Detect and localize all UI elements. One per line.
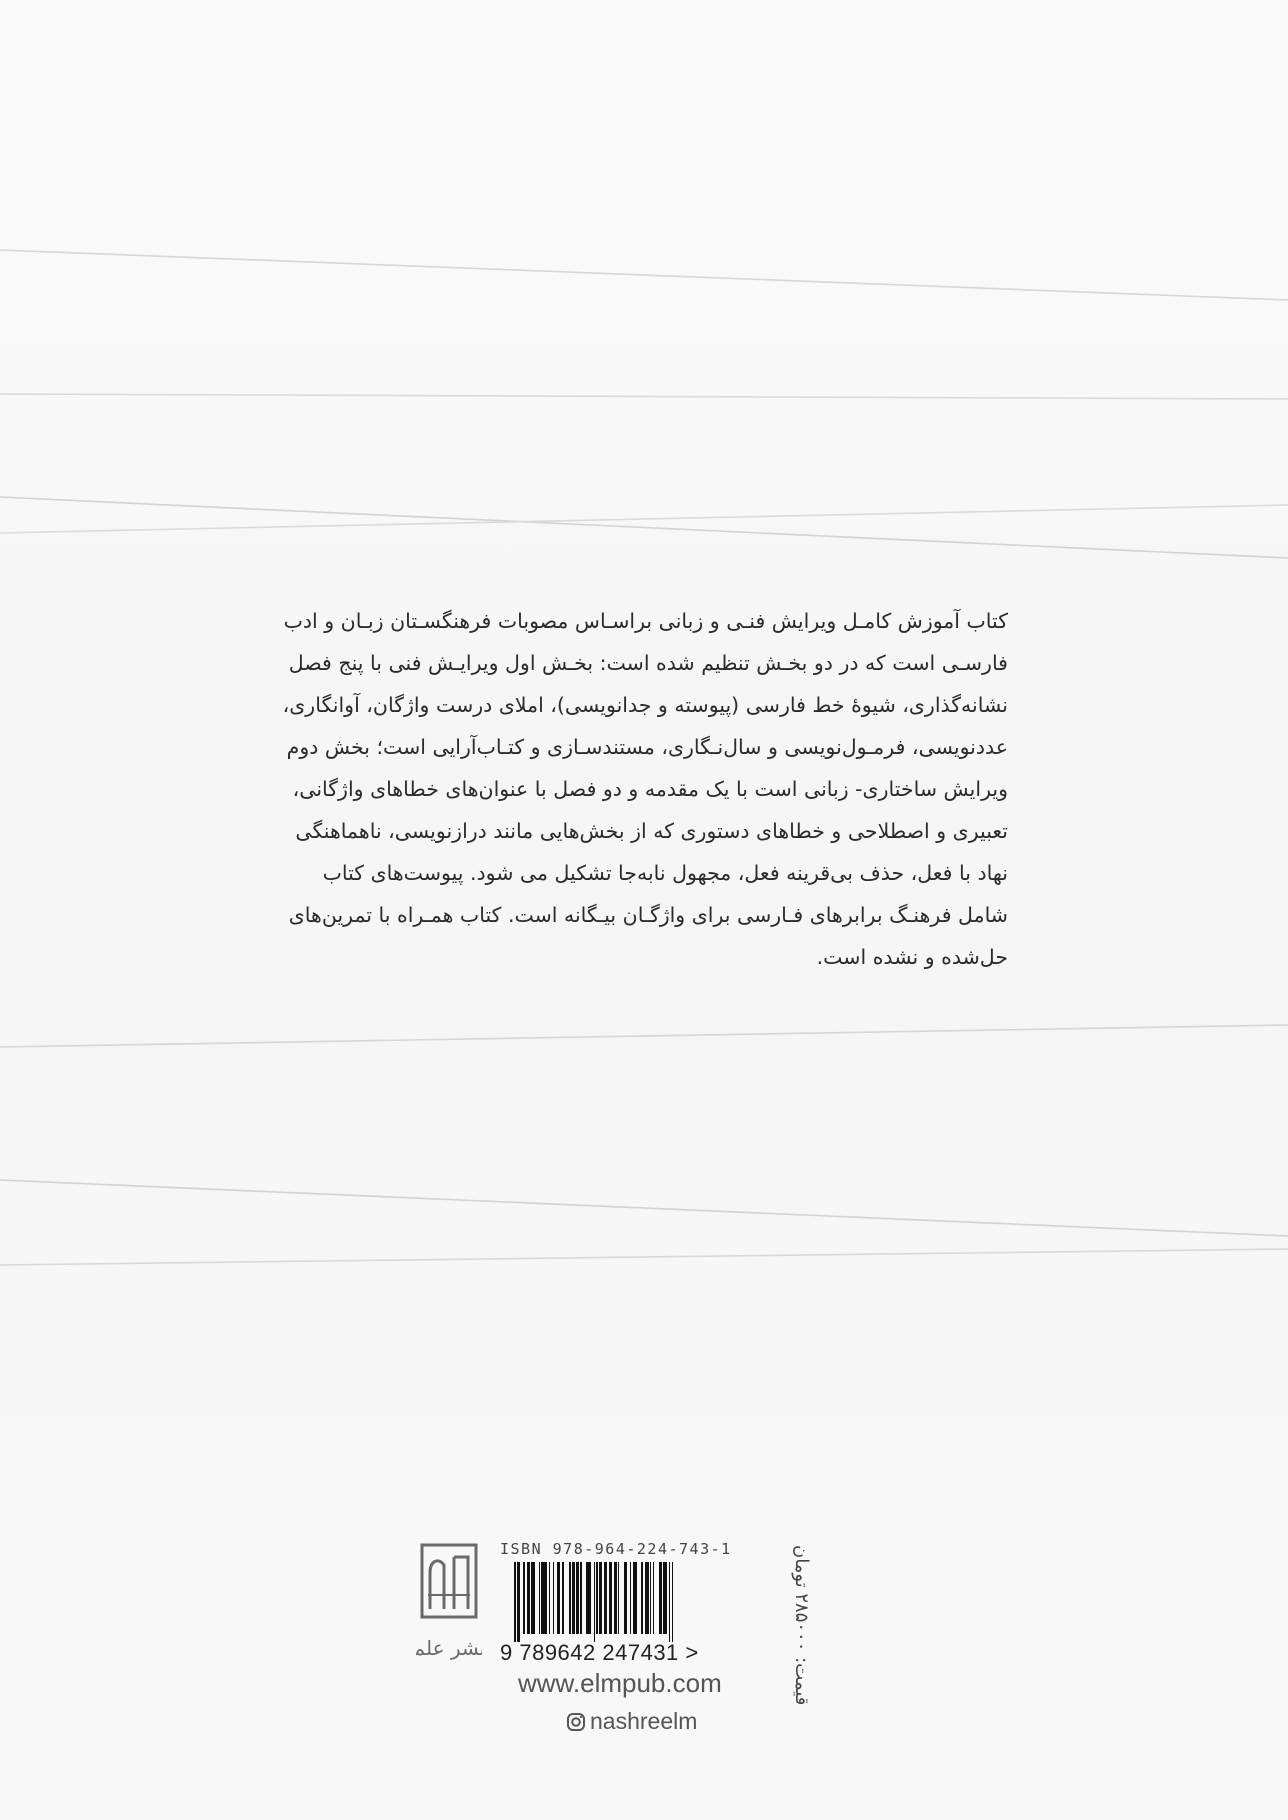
barcode-bar xyxy=(549,1562,550,1634)
barcode-block xyxy=(500,1540,770,1670)
description-line: نهاد با فعل، حذف بی‌قرینه فعل، مجهول نابه‌جا تشکیل می شود. پیوست‌های کتاب xyxy=(322,861,1008,885)
barcode-bar xyxy=(594,1562,595,1642)
barcode-bar xyxy=(563,1562,564,1634)
barcode-bar xyxy=(514,1562,516,1642)
description-line: تعبیری و اصطلاحی و خطاهای دستوری که از بخش‌هایی مانند درازنویسی، ناهماهنگی xyxy=(295,819,1008,843)
barcode-bar xyxy=(517,1562,520,1642)
barcode-bar xyxy=(557,1562,559,1634)
barcode-bar xyxy=(605,1562,607,1634)
barcode-bar xyxy=(626,1562,627,1634)
barcode-bar xyxy=(634,1562,635,1634)
barcode-bar xyxy=(588,1562,590,1634)
description-line: عددنویسی، فرمـول‌نویسی و سال‌نـگاری، مستندسـازی و کتـاب‌آرایی است؛ بخش دوم xyxy=(286,735,1008,759)
barcode-bar xyxy=(663,1562,664,1634)
barcode-bar xyxy=(599,1562,602,1634)
barcode-bar xyxy=(609,1562,612,1634)
barcode-bar xyxy=(635,1562,637,1634)
barcode-bar xyxy=(624,1562,626,1634)
barcode-bar xyxy=(586,1562,588,1634)
barcode-bar xyxy=(590,1562,591,1634)
barcode-bar xyxy=(572,1562,575,1634)
description-line: شامل فرهنـگ برابرهای فـارسی برای واژگـان بیـگانه است. کتاب همـراه با تمرین‌های xyxy=(288,903,1008,927)
barcode-bar xyxy=(527,1562,530,1634)
description-line: نشانه‌گذاری، شیوهٔ خط فارسی (پیوسته و جدانویسی)، املای درست واژگان، آوانگاری، xyxy=(282,693,1008,717)
instagram-icon xyxy=(566,1712,586,1732)
barcode-bar xyxy=(576,1562,578,1634)
barcode-bar xyxy=(645,1562,646,1634)
barcode-bar xyxy=(660,1562,662,1634)
description-line: کتاب آموزش کامـل ویرایش فنـی و زبانی براسـاس مصوبات فرهنگسـتان زبـان و ادب xyxy=(283,609,1008,633)
barcode-bar xyxy=(580,1562,582,1634)
barcode-bar xyxy=(596,1562,598,1634)
barcode-bar xyxy=(653,1562,654,1634)
barcode-digits: 9 789642 247431 > xyxy=(500,1640,699,1665)
barcode-bar xyxy=(559,1562,560,1634)
isbn-label: ISBN 978-964-224-743-1 xyxy=(500,1540,732,1558)
logo-mark xyxy=(416,1543,482,1673)
barcode-bar xyxy=(630,1562,631,1634)
publisher-website: www.elmpub.com xyxy=(518,1668,722,1698)
barcode-bar xyxy=(614,1562,615,1634)
barcode-bar xyxy=(524,1562,525,1634)
instagram-handle: nashreelm xyxy=(590,1708,698,1734)
price-label: قیمت: ۲۸۵۰۰۰ تومان xyxy=(791,1545,812,1706)
barcode-bar xyxy=(523,1562,524,1634)
barcode-bar xyxy=(531,1562,533,1634)
barcode-bar xyxy=(633,1562,634,1634)
book-description xyxy=(248,600,1008,978)
barcode-bar xyxy=(618,1562,619,1634)
barcode-bar xyxy=(669,1562,670,1642)
barcode-bar xyxy=(562,1562,563,1634)
barcode-bar xyxy=(650,1562,651,1634)
barcode-bar xyxy=(543,1562,544,1634)
barcode-bar xyxy=(664,1562,667,1634)
barcode-bar xyxy=(672,1562,673,1642)
barcode-bar xyxy=(615,1562,617,1634)
barcode-bar xyxy=(553,1562,554,1634)
barcode-bar xyxy=(541,1562,543,1634)
barcode-bar xyxy=(569,1562,571,1634)
description-line: فارسـی است که در دو بخـش تنظیم شده است: بخـش اول ویرایـش فنی با پنج فصل xyxy=(288,651,1008,675)
barcode-bar xyxy=(659,1562,660,1634)
logo-text: نشر علم xyxy=(416,1636,482,1660)
barcode-bar xyxy=(578,1562,579,1634)
barcode-bar xyxy=(544,1562,547,1634)
barcode-bar xyxy=(646,1562,649,1634)
description-line: حل‌شده و نشده است. xyxy=(816,945,1008,969)
description-line: ویرایش ساختاری- زبانی است با یک مقدمه و دو فصل با عنوان‌های خطاهای واژگانی، xyxy=(292,777,1008,801)
publisher-logo-icon xyxy=(416,1543,482,1673)
barcode-bar xyxy=(641,1562,643,1634)
barcode-bar xyxy=(533,1562,535,1634)
barcode xyxy=(510,1562,760,1642)
barcode-bar xyxy=(539,1562,540,1634)
publisher-instagram xyxy=(566,1708,697,1735)
barcode-bar xyxy=(604,1562,605,1634)
